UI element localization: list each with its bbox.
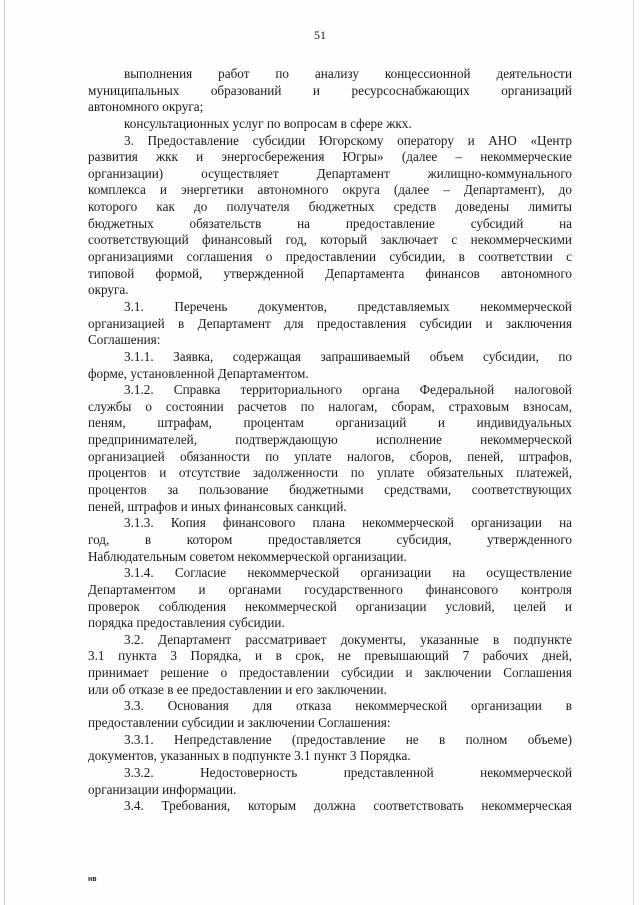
text-line: 3.3.2. Недостоверность представленной некоммерческой — [124, 764, 572, 780]
text-line: 3. Предоставление субсидии Югорскому оператору и АНО «Центр — [124, 132, 572, 148]
text-line: 3.1.2. Справка территориального органа Федеральной налоговой — [124, 382, 572, 398]
text-line: выполнения работ по анализу концессионной деятельности — [124, 66, 572, 81]
text-line: соответствующий финансовый год, который заключает с некоммерческими — [88, 232, 572, 248]
text-line: предоставлении субсидии и заключении Соглашения: — [88, 714, 391, 730]
text-line: которого как до получателя бюджетных средств доведены лимиты — [88, 199, 572, 215]
text-line: год, в котором предоставляется субсидия, утвержденного — [88, 531, 572, 547]
text-line: принимает решение о предоставлении субсидии и заключении Соглашения — [88, 665, 572, 681]
text-line: Наблюдательным советом некоммерческой организации. — [88, 548, 407, 564]
scan-edge-left — [4, 0, 5, 905]
text-line: форме, установленной Департаментом. — [88, 365, 309, 381]
text-line: документов, указанных в подпункте 3.1 пункт 3 Порядка. — [88, 748, 411, 764]
text-line: Департаментом и органами государственного финансового контроля — [88, 581, 572, 597]
text-line: бюджетных обязательств на предоставление субсидий на — [88, 215, 572, 231]
text-line: 3.4. Требования, которым должна соответствовать некоммерческая — [124, 798, 572, 814]
text-line: порядка предоставления субсидии. — [88, 615, 285, 631]
text-line: 3.3.1. Непредставление (предоставление не в полном объеме) — [124, 731, 572, 747]
text-line: организации информации. — [88, 781, 237, 797]
text-line: 3.1.3. Копия финансового плана некоммерческой организации на — [124, 515, 572, 531]
text-line: 3.2. Департамент рассматривает документы, указанные в подпункте — [124, 631, 572, 647]
text-line: организации) осуществляет Департамент жилищно-коммунального — [88, 165, 572, 181]
page-number: 51 — [314, 28, 326, 42]
footer-initials: нв — [88, 876, 97, 883]
scan-edge-right — [633, 0, 634, 905]
text-line: организацией в Департамент для предоставления субсидии и заключения — [88, 315, 572, 331]
text-line: автономного округа; — [88, 99, 204, 115]
text-line: предпринимателей, подтверждающую исполнение некоммерческой — [88, 432, 572, 448]
text-line: или об отказе в ее предоставлении и его заключении. — [88, 681, 387, 697]
text-line: 3.1. Перечень документов, представляемых некоммерческой — [124, 298, 572, 314]
text-line: консультационных услуг по вопросам в сфере жкх. — [124, 115, 412, 131]
text-line: развития жкк и энергосбережения Югры» (далее – некоммерческие — [88, 149, 572, 165]
text-line: проверок соблюдения некоммерческой организации условий, целей и — [88, 598, 572, 614]
text-line: типовой формой, утвержденной Департамента финансов автономного — [88, 265, 572, 281]
text-line: процентов и отсутствие задолженности по уплате обязательных платежей, — [88, 465, 572, 481]
text-line: организацией обязанности по уплате налогов, сборов, пеней, штрафов, — [88, 448, 572, 464]
text-line: пеням, штрафам, процентам организаций и индивидуальных — [88, 415, 572, 431]
text-line: службы о состоянии расчетов по налогам, сборам, страховым взносам, — [88, 398, 572, 414]
text-line: округа. — [88, 282, 129, 298]
text-line: 3.1.4. Согласие некоммерческой организации на осуществление — [124, 565, 572, 581]
document-body — [88, 66, 572, 815]
text-line: комплекса и энергетики автономного округа (далее – Департамент), до — [88, 182, 572, 198]
text-line: муниципальных образований и ресурсоснабжающих организаций — [88, 82, 572, 98]
text-line: пеней, штрафов и иных финансовых санкций. — [88, 498, 347, 514]
text-line: процентов за пользование бюджетными средствами, соответствующих — [88, 482, 572, 498]
text-line: 3.1.1. Заявка, содержащая запрашиваемый объем субсидии, по — [124, 348, 572, 364]
text-line: Соглашения: — [88, 332, 161, 348]
text-line: 3.3. Основания для отказа некоммерческой организации в — [124, 698, 572, 714]
text-line: организациями соглашения о предоставлении субсидии, в соответствии с — [88, 249, 572, 265]
text-line: 3.1 пункта 3 Порядка, и в срок, не превышающий 7 рабочих дней, — [88, 648, 572, 664]
